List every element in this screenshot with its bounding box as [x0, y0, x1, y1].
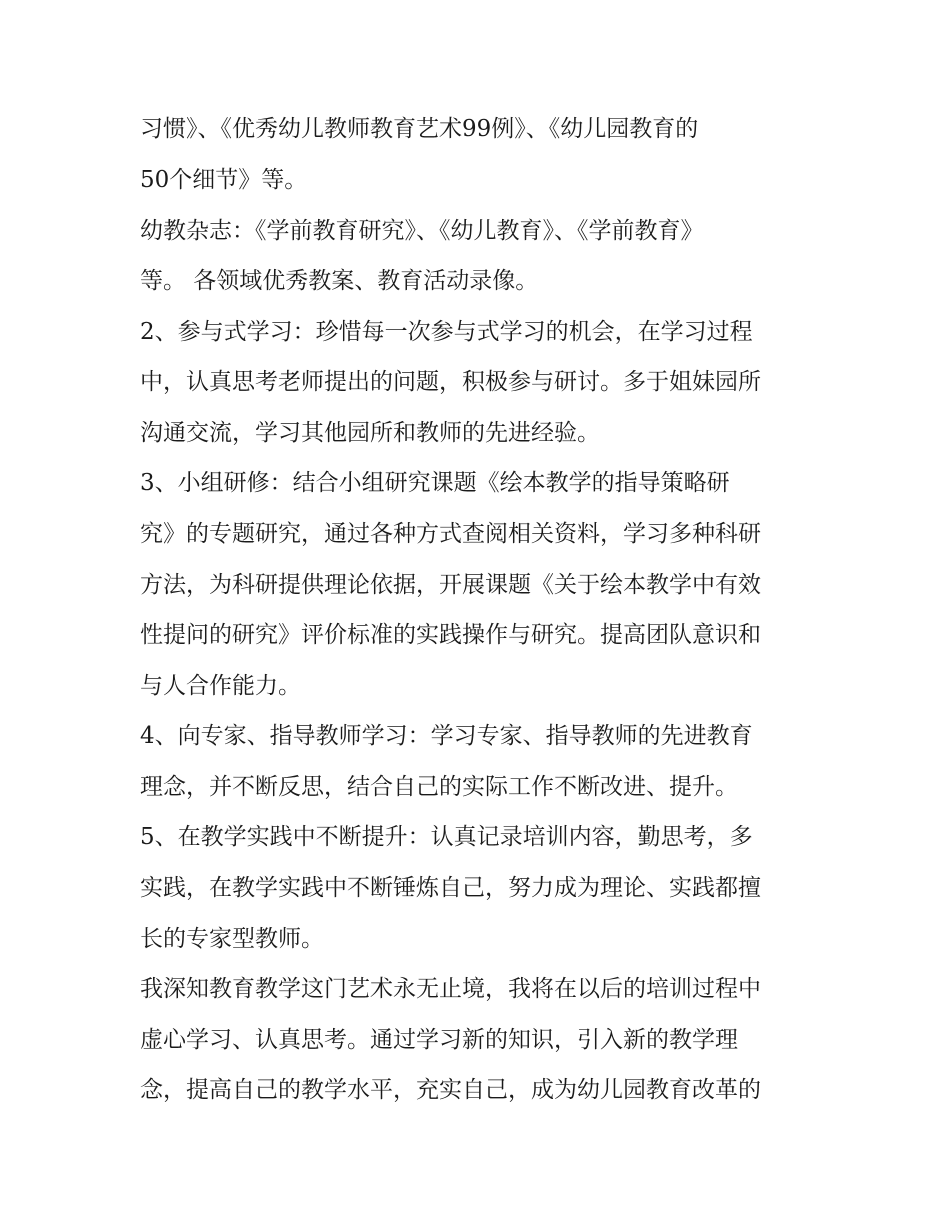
- text-line: 理念，并不断反思，结合自己的实际工作不断改进、提升。: [140, 774, 738, 800]
- text-line: 50个细节》等。: [140, 167, 308, 193]
- text-line: 5、在教学实践中不断提升：认真记录培训内容，勤思考，多: [140, 824, 753, 850]
- text-line: 中，认真思考老师提出的问题，积极参与研讨。多于姐妹园所: [140, 369, 761, 395]
- text-line: 长的专家型教师。: [140, 926, 324, 952]
- text-line: 实践，在教学实践中不断锤炼自己，努力成为理论、实践都擅: [140, 875, 761, 901]
- text-line: 究》的专题研究，通过各种方式查阅相关资料，学习多种科研: [140, 521, 761, 547]
- text-line: 沟通交流，学习其他园所和教师的先进经验。: [140, 420, 600, 446]
- text-line: 方法，为科研提供理论依据，开展课题《关于绘本教学中有效: [140, 572, 761, 598]
- text-line: 念，提高自己的教学水平，充实自己，成为幼儿园教育改革的: [140, 1077, 761, 1103]
- text-line: 4、向专家、指导教师学习：学习专家、指导教师的先进教育: [140, 723, 753, 749]
- text-line: 虚心学习、认真思考。通过学习新的知识，引入新的教学理: [140, 1027, 738, 1053]
- text-line: 性提问的研究》评价标准的实践操作与研究。提高团队意识和: [140, 622, 761, 648]
- text-line: 习惯》、《优秀幼儿教师教育艺术99例》、《幼儿园教育的: [140, 116, 699, 142]
- text-line: 幼教杂志：《学前教育研究》、《幼儿教育》、《学前教育》: [140, 218, 704, 244]
- text-line: 3、小组研修：结合小组研究课题《绘本教学的指导策略研: [140, 470, 730, 496]
- text-line: 我深知教育教学这门艺术永无止境，我将在以后的培训过程中: [140, 976, 761, 1002]
- text-line: 等。 各领域优秀教案、教育活动录像。: [140, 268, 539, 294]
- text-line: 与人合作能力。: [140, 673, 301, 699]
- text-line: 2、参与式学习：珍惜每一次参与式学习的机会，在学习过程: [140, 319, 753, 345]
